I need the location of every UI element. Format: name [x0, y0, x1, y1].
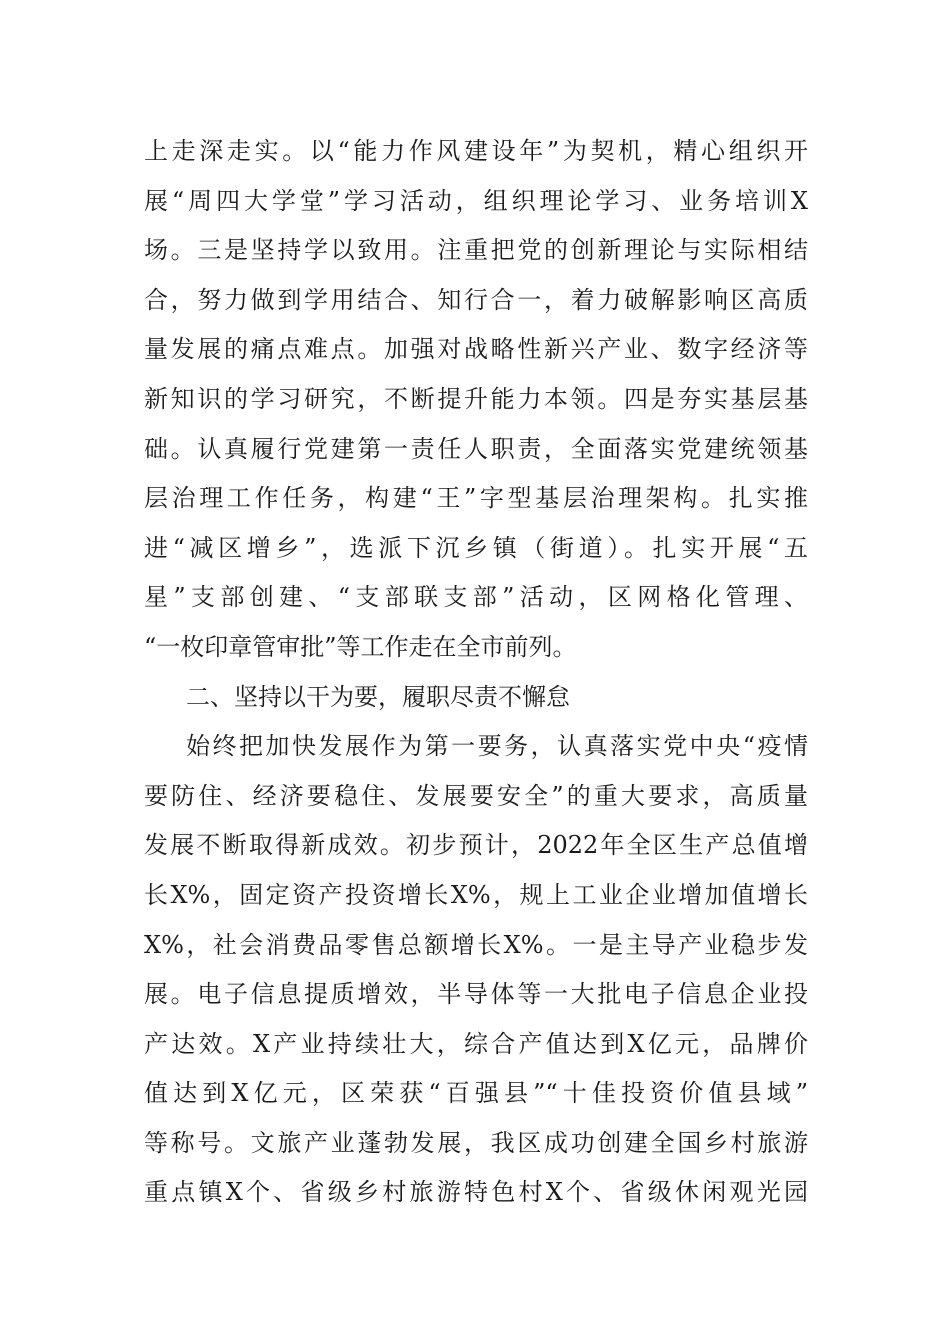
text-line: 始终把加快发展作为第一要务，认真落实党中央“疫情 — [186, 732, 808, 761]
text-line: 产达效。X产业持续壮大，综合产值达到X亿元，品牌价 — [144, 1029, 808, 1058]
text-line: 长X%，固定资产投资增长X%，规上工业企业增加值增长 — [144, 880, 808, 909]
text-line: 发展不断取得新成效。初步预计，2022年全区生产总值增 — [144, 831, 808, 860]
text-line: 进“减区增乡”，选派下沉乡镇（街道）。扎实开展“五 — [144, 533, 808, 562]
section-heading: 二、坚持以干为要，履职尽责不懈怠 — [186, 682, 570, 711]
text-line: 展“周四大学堂”学习活动，组织理论学习、业务培训X — [144, 186, 808, 215]
text-line: 量发展的痛点难点。加强对战略性新兴产业、数字经济等 — [144, 335, 808, 364]
text-line: 合，努力做到学用结合、知行合一，着力破解影响区高质 — [144, 285, 808, 314]
text-line: 重点镇X个、省级乡村旅游特色村X个、省级休闲观光园 — [144, 1178, 808, 1207]
text-line: 星”支部创建、“支部联支部”活动，区网格化管理、 — [144, 583, 808, 612]
text-line: 场。三是坚持学以致用。注重把党的创新理论与实际相结 — [144, 236, 808, 265]
text-line: X%，社会消费品零售总额增长X%。一是主导产业稳步发 — [144, 930, 808, 959]
text-line: 值达到X亿元，区荣获“百强县”“十佳投资价值县域” — [144, 1079, 808, 1108]
body-text — [144, 127, 808, 1218]
text-line: 层治理工作任务，构建“王”字型基层治理架构。扎实推 — [144, 484, 808, 513]
text-line: 要防住、经济要稳住、发展要安全”的重大要求，高质量 — [144, 781, 808, 810]
text-line: 新知识的学习研究，不断提升能力本领。四是夯实基层基 — [144, 384, 808, 413]
text-line: 础。认真履行党建第一责任人职责，全面落实党建统领基 — [144, 434, 808, 463]
text-line: 等称号。文旅产业蓬勃发展，我区成功创建全国乡村旅游 — [144, 1128, 808, 1157]
text-line: 展。电子信息提质增效，半导体等一大批电子信息企业投 — [144, 980, 808, 1009]
text-line: 上走深走实。以“能力作风建设年”为契机，精心组织开 — [144, 137, 808, 165]
text-line: “一枚印章管审批”等工作走在全市前列。 — [144, 632, 577, 661]
